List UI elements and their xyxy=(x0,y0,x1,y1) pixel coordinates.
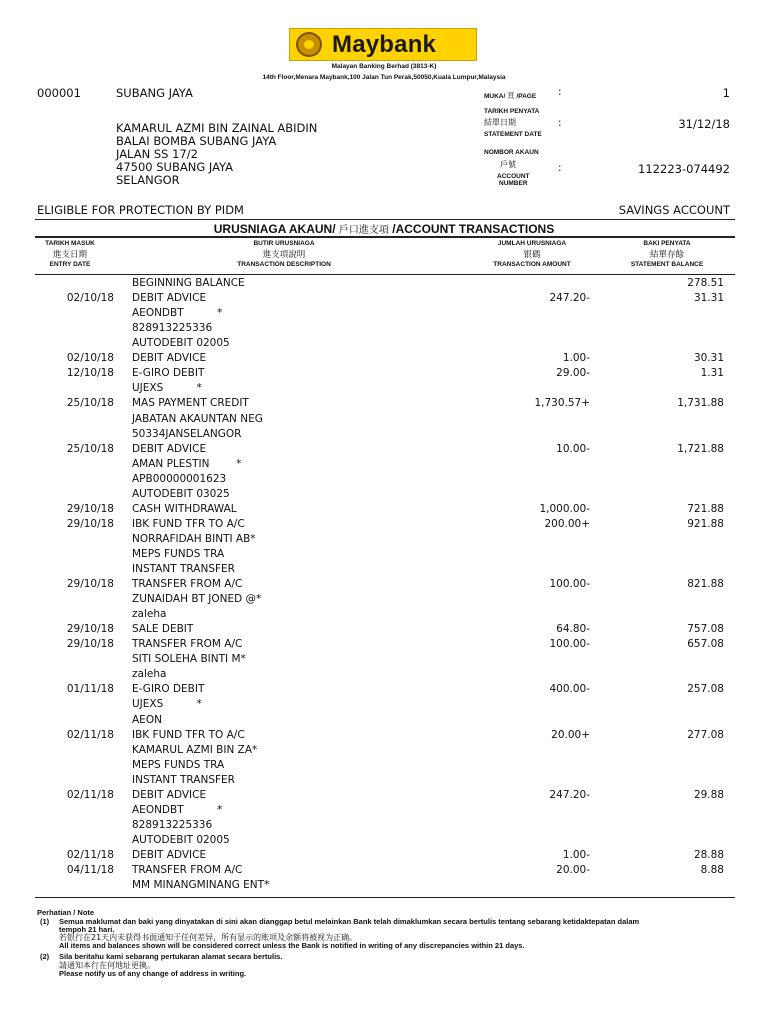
amount-cell: 100.00- xyxy=(549,638,590,651)
entry-date-cell: 29/10/18 xyxy=(66,623,114,636)
section-title-cn: 戶口進支項 xyxy=(338,225,389,236)
note-2-cn: 請通知本行在何地址更換。 xyxy=(59,961,155,970)
page-colon: : xyxy=(558,86,562,98)
description-cell: INSTANT TRANSFER xyxy=(132,773,235,786)
col-entry-date xyxy=(0,240,140,268)
col-entry-date-cn: 進支日期 xyxy=(52,250,87,260)
description-cell: zaleha xyxy=(132,668,167,681)
description-cell: TRANSFER FROM A/C xyxy=(132,638,243,651)
description-cell: E-GIRO DEBIT xyxy=(132,683,205,696)
maybank-logo xyxy=(289,28,477,61)
entry-date-cell: 04/11/18 xyxy=(66,864,114,876)
note-1-cn: 若银行在21天内未获得书面通知于任何差异，所有显示的账项及余额将被视为正确。 xyxy=(59,933,358,942)
balance-cell: 921.88 xyxy=(687,517,724,530)
col-entry-date-ms: TARIKH MASUK xyxy=(45,240,95,247)
amount-cell: 1,730.57+ xyxy=(534,397,590,410)
bank-address: 14th Floor,Menara Maybank,100 Jalan Tun Perak,50050,Kuala Lumpur,Malaysia xyxy=(262,74,506,81)
account-type: SAVINGS ACCOUNT xyxy=(618,203,730,217)
tiger-head-icon xyxy=(296,32,322,57)
entry-date-cell: 02/10/18 xyxy=(66,292,114,305)
description-cell: AEONDBT * xyxy=(132,803,223,816)
account-number-label-en1: ACCOUNT xyxy=(497,173,530,180)
col-description-cn: 進支項說明 xyxy=(262,250,306,260)
description-cell: TRANSFER FROM A/C xyxy=(132,864,243,876)
col-amount xyxy=(462,240,602,268)
description-cell: TRANSFER FROM A/C xyxy=(132,578,243,590)
entry-date-cell: 02/11/18 xyxy=(66,848,114,861)
description-cell: E-GIRO DEBIT xyxy=(132,367,205,380)
section-title-ms: URUSNIAGA AKAUN/ xyxy=(213,222,336,236)
col-entry-date-en: ENTRY DATE xyxy=(49,261,91,268)
amount-cell: 20.00+ xyxy=(551,728,590,741)
date-colon: : xyxy=(558,117,562,129)
description-cell: MEPS FUNDS TRA xyxy=(132,547,225,560)
description-cell: SALE DEBIT xyxy=(132,623,194,636)
entry-date-cell: 29/10/18 xyxy=(66,502,114,515)
page-label-ms: MUKA/ xyxy=(484,93,506,100)
amount-cell: 247.20- xyxy=(549,292,590,305)
description-cell: zaleha xyxy=(132,608,167,621)
pidm-notice: ELIGIBLE FOR PROTECTION BY PIDM xyxy=(37,203,244,217)
table-bottom-rule xyxy=(35,897,735,898)
branch-name: SUBANG JAYA xyxy=(116,86,193,100)
entry-date-cell: 25/10/18 xyxy=(66,442,114,455)
description-cell: ZUNAIDAH BT JONED @* xyxy=(132,593,262,605)
description-cell: 828913225336 xyxy=(132,818,213,831)
account-number-label-cn: 戶號 xyxy=(500,160,516,169)
address-line-4: SELANGOR xyxy=(116,173,180,187)
col-balance-en: STATEMENT BALANCE xyxy=(630,261,704,268)
amount-cell: 1,000.00- xyxy=(539,502,590,515)
notes-title: Perhatian / Note xyxy=(37,908,95,917)
description-cell: 50334JANSELANGOR xyxy=(132,427,242,440)
bank-legal-name: Malayan Banking Berhad (3813-K) xyxy=(331,63,437,70)
amount-cell: 64.80- xyxy=(556,623,590,636)
entry-date-cell: 25/10/18 xyxy=(66,397,114,410)
description-cell: AUTODEBIT 03025 xyxy=(132,487,230,500)
note-2-en: Please notify us of any change of address in writing. xyxy=(59,969,247,978)
description-cell: DEBIT ADVICE xyxy=(132,788,207,801)
page-label-cn: 頁 xyxy=(507,91,515,100)
description-cell: CASH WITHDRAWAL xyxy=(132,502,237,515)
description-cell: MM MINANGMINANG ENT* xyxy=(132,879,270,891)
description-cell: MEPS FUNDS TRA xyxy=(132,758,225,771)
amount-cell: 400.00- xyxy=(549,683,590,696)
statement-date: 31/12/18 xyxy=(678,117,730,131)
page-number: 1 xyxy=(722,86,730,100)
entry-date-cell: 01/11/18 xyxy=(66,683,114,696)
entry-date-cell: 02/10/18 xyxy=(66,352,114,365)
description-cell: UJEXS * xyxy=(132,698,202,711)
col-balance-ms: BAKI PENYATA xyxy=(643,240,691,247)
title-bottom-rule xyxy=(35,236,735,238)
col-description xyxy=(204,240,364,268)
description-cell: DEBIT ADVICE xyxy=(132,442,207,455)
col-amount-ms: JUMLAH URUSNIAGA xyxy=(497,240,567,247)
entry-date-cell: 02/11/18 xyxy=(66,728,114,741)
description-cell: NORRAFIDAH BINTI AB* xyxy=(132,532,256,545)
description-cell: 828913225336 xyxy=(132,322,213,335)
col-balance xyxy=(597,240,737,268)
description-cell: AMAN PLESTIN * xyxy=(132,457,242,470)
description-cell: APB00000001623 xyxy=(132,472,227,485)
statement-date-label-ms: TARIKH PENYATA xyxy=(484,108,540,115)
amount-cell: 200.00+ xyxy=(544,517,590,530)
page-label xyxy=(484,90,536,101)
description-cell: SITI SOLEHA BINTI M* xyxy=(132,653,246,666)
section-title xyxy=(0,221,768,236)
amount-cell: 29.00- xyxy=(556,367,590,380)
description-cell: IBK FUND TFR TO A/C xyxy=(132,517,245,530)
balance-cell: 31.31 xyxy=(693,292,724,305)
branch-code: 000001 xyxy=(37,86,81,100)
description-cell: INSTANT TRANSFER xyxy=(132,563,235,575)
entry-date-cell: 29/10/18 xyxy=(66,578,114,590)
header-bottom-rule xyxy=(35,274,735,275)
description-cell: KAMARUL AZMI BIN ZA* xyxy=(132,743,258,756)
description-cell: AUTODEBIT 02005 xyxy=(132,337,230,350)
statement-date-label-cn: 結單日期 xyxy=(484,118,516,127)
entry-date-cell: 02/11/18 xyxy=(66,788,114,801)
note-2-number: (2) xyxy=(40,952,50,961)
balance-cell: 30.31 xyxy=(693,352,724,365)
balance-cell: 757.08 xyxy=(687,623,724,636)
col-balance-cn: 結單存餘 xyxy=(649,250,684,260)
description-cell: DEBIT ADVICE xyxy=(132,352,207,365)
description-cell: MAS PAYMENT CREDIT xyxy=(132,397,249,410)
address-line-3: 47500 SUBANG JAYA xyxy=(116,160,234,174)
description-cell: BEGINNING BALANCE xyxy=(132,277,245,289)
note-2-ms: Sila beritahu kami sebarang pertukaran alamat secara bertulis. xyxy=(59,952,283,961)
page-label-en: /PAGE xyxy=(516,93,537,100)
note-1-number: (1) xyxy=(40,917,50,926)
description-cell: AEON xyxy=(132,713,162,726)
section-title-en: /ACCOUNT TRANSACTIONS xyxy=(392,222,555,236)
balance-cell: 1,721.88 xyxy=(677,442,724,455)
account-colon: : xyxy=(558,162,562,174)
account-number-label-ms: NOMBOR AKAUN xyxy=(484,149,539,156)
account-number-label-en2: NUMBER xyxy=(499,180,528,187)
entry-date-cell: 12/10/18 xyxy=(66,367,114,380)
amount-cell: 1.00- xyxy=(562,848,590,861)
balance-cell: 8.88 xyxy=(700,864,724,876)
statement-date-label-en: STATEMENT DATE xyxy=(484,131,542,138)
amount-cell: 1.00- xyxy=(562,352,590,365)
description-cell: AUTODEBIT 02005 xyxy=(132,833,230,846)
entry-date-cell: 29/10/18 xyxy=(66,517,114,530)
address-line-2: JALAN SS 17/2 xyxy=(116,147,198,161)
amount-cell: 100.00- xyxy=(549,578,590,590)
note-1-en: All items and balances shown will be considered correct unless the Bank is notified in writing of any discrepancies within 21 days. xyxy=(59,941,525,950)
note-1-ms: Semua maklumat dan baki yang dinyatakan di sini akan dianggap betul melainkan Bank telah dimaklumkan secara bertulis tentang sebarang ketidaktepatan dalam xyxy=(59,917,640,926)
note-1-ms-cont: tempoh 21 hari. xyxy=(59,925,115,934)
description-cell: AEONDBT * xyxy=(132,307,223,320)
logo-text: Maybank xyxy=(332,31,437,58)
balance-cell: 1.31 xyxy=(700,367,724,380)
address-line-1: BALAI BOMBA SUBANG JAYA xyxy=(116,134,277,148)
balance-cell: 721.88 xyxy=(687,502,724,515)
balance-cell: 821.88 xyxy=(687,578,724,590)
description-cell: IBK FUND TFR TO A/C xyxy=(132,728,245,741)
balance-cell: 257.08 xyxy=(687,683,724,696)
balance-cell: 278.51 xyxy=(687,277,724,289)
description-cell: JABATAN AKAUNTAN NEG xyxy=(132,412,263,425)
balance-cell: 657.08 xyxy=(687,638,724,651)
account-number: 112223-074492 xyxy=(638,162,730,176)
col-amount-en: TRANSACTION AMOUNT xyxy=(493,261,571,268)
description-cell: DEBIT ADVICE xyxy=(132,292,207,305)
balance-cell: 1,731.88 xyxy=(677,397,724,410)
description-cell: DEBIT ADVICE xyxy=(132,848,207,861)
balance-cell: 277.08 xyxy=(687,728,724,741)
customer-name: KAMARUL AZMI BIN ZAINAL ABIDIN xyxy=(116,121,318,135)
entry-date-cell: 29/10/18 xyxy=(66,638,114,651)
balance-cell: 28.88 xyxy=(693,848,724,861)
title-top-rule xyxy=(35,219,735,220)
col-description-ms: BUTIR URUSNIAGA xyxy=(253,240,315,247)
col-amount-cn: 银碼 xyxy=(523,250,541,260)
amount-cell: 10.00- xyxy=(556,442,590,455)
balance-cell: 29.88 xyxy=(693,788,724,801)
description-cell: UJEXS * xyxy=(132,382,202,395)
amount-cell: 247.20- xyxy=(549,788,590,801)
col-description-en: TRANSACTION DESCRIPTION xyxy=(237,261,331,268)
amount-cell: 20.00- xyxy=(556,864,590,876)
